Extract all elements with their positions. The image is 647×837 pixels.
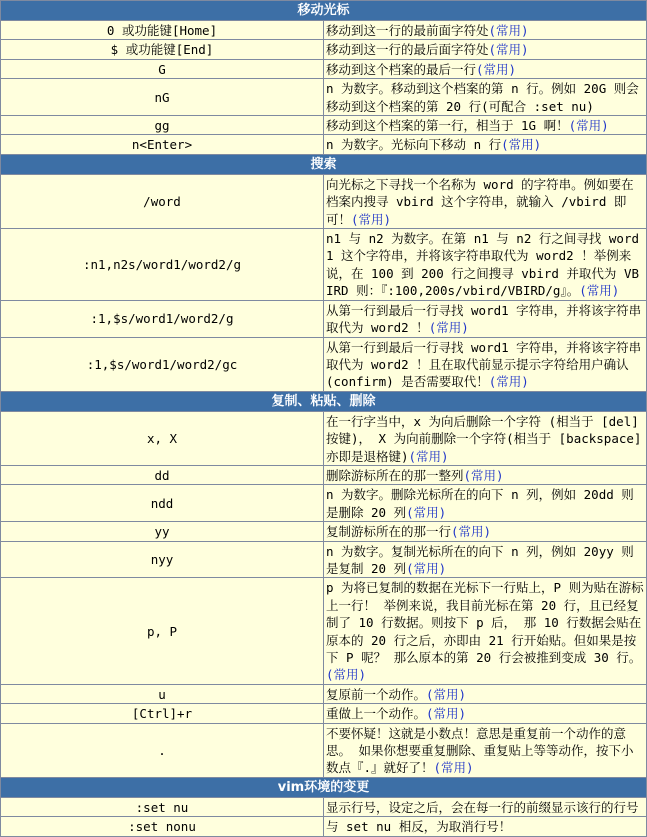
command-cell: ndd <box>1 485 324 522</box>
table-row <box>1 174 647 228</box>
command-cell: :set nu <box>1 797 324 816</box>
description-cell <box>324 337 647 391</box>
command-cell: . <box>1 723 324 777</box>
common-usage-tag: (常用) <box>463 467 504 483</box>
section-title: 复制、粘贴、删除 <box>1 391 647 411</box>
description-cell <box>324 578 647 684</box>
section-title: 移动光标 <box>1 1 647 21</box>
table-row <box>1 135 647 154</box>
description-text: n 为数字。删除光标所在的向下 n 列，例如 20dd 则是删除 20 列 <box>326 487 634 520</box>
description-text: 显示行号，设定之后，会在每一行的前缀显示该行的行号 <box>326 799 639 815</box>
common-usage-tag: (常用) <box>451 524 492 540</box>
description-cell <box>324 21 647 40</box>
description-text: 删除游标所在的那一整列 <box>326 467 464 483</box>
table-row <box>1 704 647 723</box>
common-usage-tag: (常用) <box>579 283 620 299</box>
description-text: n 为数字。复制光标所在的向下 n 列，例如 20yy 则是复制 20 列 <box>326 543 634 576</box>
command-cell: 0 或功能键[Home] <box>1 21 324 40</box>
description-text: 与 set nu 相反，为取消行号！ <box>326 819 512 835</box>
description-cell <box>324 522 647 541</box>
common-usage-tag: (常用) <box>408 448 449 464</box>
description-cell <box>324 485 647 522</box>
description-cell <box>324 465 647 484</box>
common-usage-tag: (常用) <box>488 42 529 58</box>
command-cell: p, P <box>1 578 324 684</box>
description-text: 移动到这一行的最前面字符处 <box>326 23 489 38</box>
command-cell: dd <box>1 465 324 484</box>
description-text: 重做上一个动作。 <box>326 706 427 722</box>
table-row <box>1 541 647 578</box>
description-text: 向光标之下寻找一个名称为 word 的字符串。例如要在档案内搜寻 vbird 这个字符串，就输入 /vbird 即可！ <box>326 176 634 227</box>
description-cell <box>324 541 647 578</box>
section-header-row <box>1 777 647 797</box>
table-row <box>1 59 647 78</box>
description-text: 不要怀疑！这就是小数点！意思是重复前一个动作的意思。 如果你想要重复删除、重复贴上等等动作，按下小数点『.』就好了！ <box>326 725 634 776</box>
table-row <box>1 300 647 337</box>
description-text: n1 与 n2 为数字。在第 n1 与 n2 行之间寻找 word1 这个字符串，并将该字符串取代为 word2 ！举例来说，在 100 到 200 行之间搜寻 vbird 并取代为 VBIRD 则：『:100,200s/vbird/VBIRD/g』。 <box>326 231 640 299</box>
table-row <box>1 578 647 684</box>
command-cell: gg <box>1 116 324 135</box>
description-text: 移动到这一行的最后面字符处 <box>326 42 489 58</box>
table-body <box>1 1 647 837</box>
common-usage-tag: (常用) <box>433 760 474 776</box>
description-cell <box>324 704 647 723</box>
common-usage-tag: (常用) <box>406 504 447 520</box>
command-cell: /word <box>1 174 324 228</box>
description-text: n 为数字。移动到这个档案的第 n 行。例如 20G 则会移动到这个档案的第 20 行(可配合 :set nu) <box>326 81 639 114</box>
section-header-row <box>1 1 647 21</box>
common-usage-tag: (常用) <box>476 61 517 77</box>
section-header-row <box>1 154 647 174</box>
command-cell: n<Enter> <box>1 135 324 154</box>
table-row <box>1 40 647 59</box>
description-text: 复制游标所在的那一行 <box>326 524 452 540</box>
common-usage-tag: (常用) <box>501 137 542 153</box>
table-row <box>1 522 647 541</box>
common-usage-tag: (常用) <box>426 706 467 722</box>
description-cell <box>324 797 647 816</box>
table-row <box>1 116 647 135</box>
description-cell <box>324 817 647 836</box>
command-cell: x, X <box>1 411 324 465</box>
description-cell <box>324 174 647 228</box>
common-usage-tag: (常用) <box>426 686 467 702</box>
table-row <box>1 684 647 703</box>
table-row <box>1 485 647 522</box>
description-text: 移动到这个档案的最后一行 <box>326 61 477 77</box>
table-row <box>1 337 647 391</box>
command-cell: :1,$s/word1/word2/gc <box>1 337 324 391</box>
command-cell: :1,$s/word1/word2/g <box>1 300 324 337</box>
description-cell <box>324 723 647 777</box>
command-cell: :set nonu <box>1 817 324 836</box>
common-usage-tag: (常用) <box>568 118 609 134</box>
section-title: 搜索 <box>1 154 647 174</box>
table-row <box>1 817 647 836</box>
section-header-row <box>1 391 647 411</box>
common-usage-tag: (常用) <box>406 560 447 576</box>
common-usage-tag: (常用) <box>351 211 392 227</box>
table-row <box>1 229 647 301</box>
description-text: n 为数字。光标向下移动 n 行 <box>326 137 502 153</box>
description-text: 移动到这个档案的第一行，相当于 1G 啊！ <box>326 118 569 134</box>
description-cell <box>324 135 647 154</box>
command-cell: :n1,n2s/word1/word2/g <box>1 229 324 301</box>
command-cell: nG <box>1 79 324 116</box>
table-row <box>1 797 647 816</box>
description-text: p 为将已复制的数据在光标下一行贴上，P 则为贴在游标上一行！ 举例来说，我目前光标在第 20 行，且已经复制了 10 行数据。则按下 p 后， 那 10 行数据会贴在原本的 20 行之后，亦即由 21 行开始贴。但如果是按下 P 呢？ 那么原本的第 20 行会被推到变成 30 行。 <box>326 580 644 665</box>
description-text: 从第一行到最后一行寻找 word1 字符串，并将该字符串取代为 word2 ！且在取代前显示提示字符给用户确认 (confirm) 是否需要取代！ <box>326 339 642 390</box>
description-cell <box>324 116 647 135</box>
description-cell <box>324 229 647 301</box>
section-title: vim环境的变更 <box>1 777 647 797</box>
common-usage-tag: (常用) <box>326 667 367 683</box>
command-cell: u <box>1 684 324 703</box>
description-text: 复原前一个动作。 <box>326 686 427 702</box>
description-cell <box>324 684 647 703</box>
common-usage-tag: (常用) <box>488 374 529 390</box>
description-cell <box>324 79 647 116</box>
description-text: 在一行字当中，x 为向后删除一个字符 (相当于 [del] 按键)， X 为向前删除一个字符(相当于 [backspace] 亦即是退格键) <box>326 413 642 464</box>
table-row <box>1 79 647 116</box>
command-cell: yy <box>1 522 324 541</box>
table-row <box>1 723 647 777</box>
table-row <box>1 411 647 465</box>
table-row <box>1 21 647 40</box>
description-cell <box>324 40 647 59</box>
command-cell: [Ctrl]+r <box>1 704 324 723</box>
common-usage-tag: (常用) <box>488 23 529 38</box>
command-cell: G <box>1 59 324 78</box>
command-cell: $ 或功能键[End] <box>1 40 324 59</box>
command-cell: nyy <box>1 541 324 578</box>
description-cell <box>324 411 647 465</box>
table-row <box>1 465 647 484</box>
description-cell <box>324 59 647 78</box>
common-usage-tag: (常用) <box>428 320 469 336</box>
description-text: 从第一行到最后一行寻找 word1 字符串，并将该字符串取代为 word2 ！ <box>326 302 642 336</box>
description-cell <box>324 300 647 337</box>
